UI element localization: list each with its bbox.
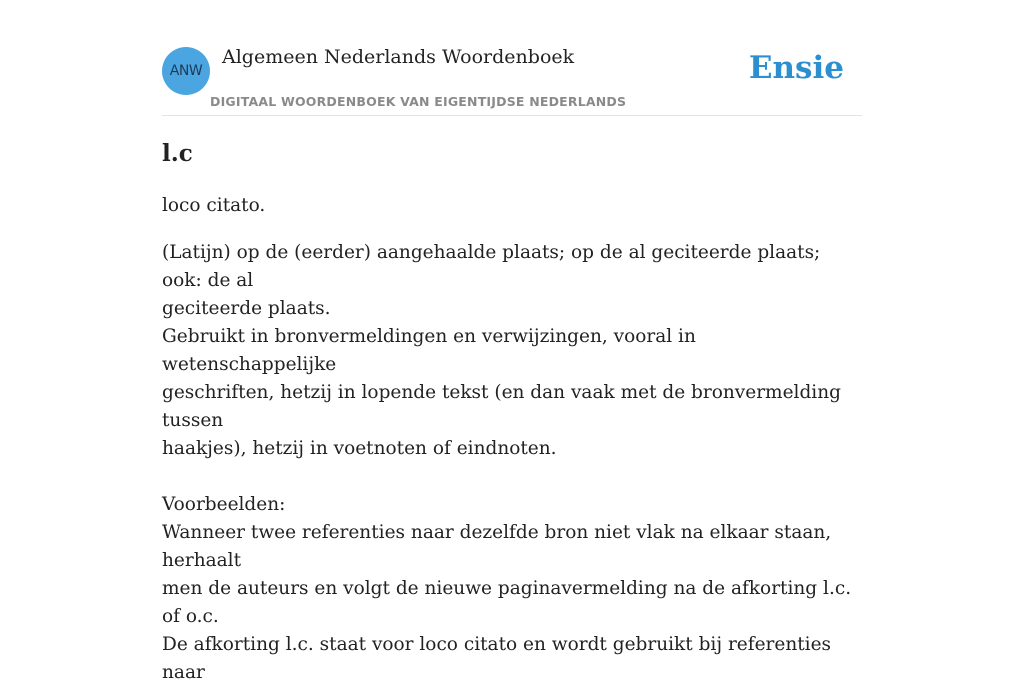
example-line: De afkorting l.c. staat voor loco citato en wordt gebruikt bij referenties naar bbox=[162, 634, 832, 683]
definition-line: (Latijn) op de (eerder) aangehaalde plaats; op de al geciteerde plaats; ook: de al bbox=[162, 242, 821, 291]
definition-line: geschriften, hetzij in lopende tekst (en dan vaak met de bronvermelding tussen bbox=[162, 382, 841, 431]
entry-headword: l.c bbox=[162, 140, 193, 167]
site-title[interactable]: Algemeen Nederlands Woordenboek bbox=[222, 46, 575, 68]
site-header bbox=[162, 38, 862, 116]
example-line: men de auteurs en volgt de nieuwe paginavermelding na de afkorting l.c. of o.c. bbox=[162, 578, 852, 627]
example-line: Wanneer twee referenties naar dezelfde bron niet vlak na elkaar staan, herhaalt bbox=[162, 522, 832, 571]
examples-label: Voorbeelden: bbox=[162, 494, 286, 515]
definition-line: haakjes), hetzij in voetnoten of eindnoten. bbox=[162, 438, 557, 459]
definition-line: geciteerde plaats. bbox=[162, 298, 331, 319]
ensie-brand-logo[interactable]: Ensie bbox=[748, 50, 844, 86]
paragraph-spacer bbox=[162, 463, 862, 491]
anw-logo[interactable]: ANW bbox=[162, 47, 210, 95]
site-subtitle: DIGITAAL WOORDENBOEK VAN EIGENTIJDSE NEDERLANDS bbox=[210, 94, 627, 109]
definition-line: Gebruikt in bronvermeldingen en verwijzingen, vooral in wetenschappelijke bbox=[162, 326, 696, 375]
entry-expansion: loco citato. bbox=[162, 195, 266, 216]
entry-definition bbox=[162, 239, 862, 687]
entry-content bbox=[162, 136, 862, 687]
